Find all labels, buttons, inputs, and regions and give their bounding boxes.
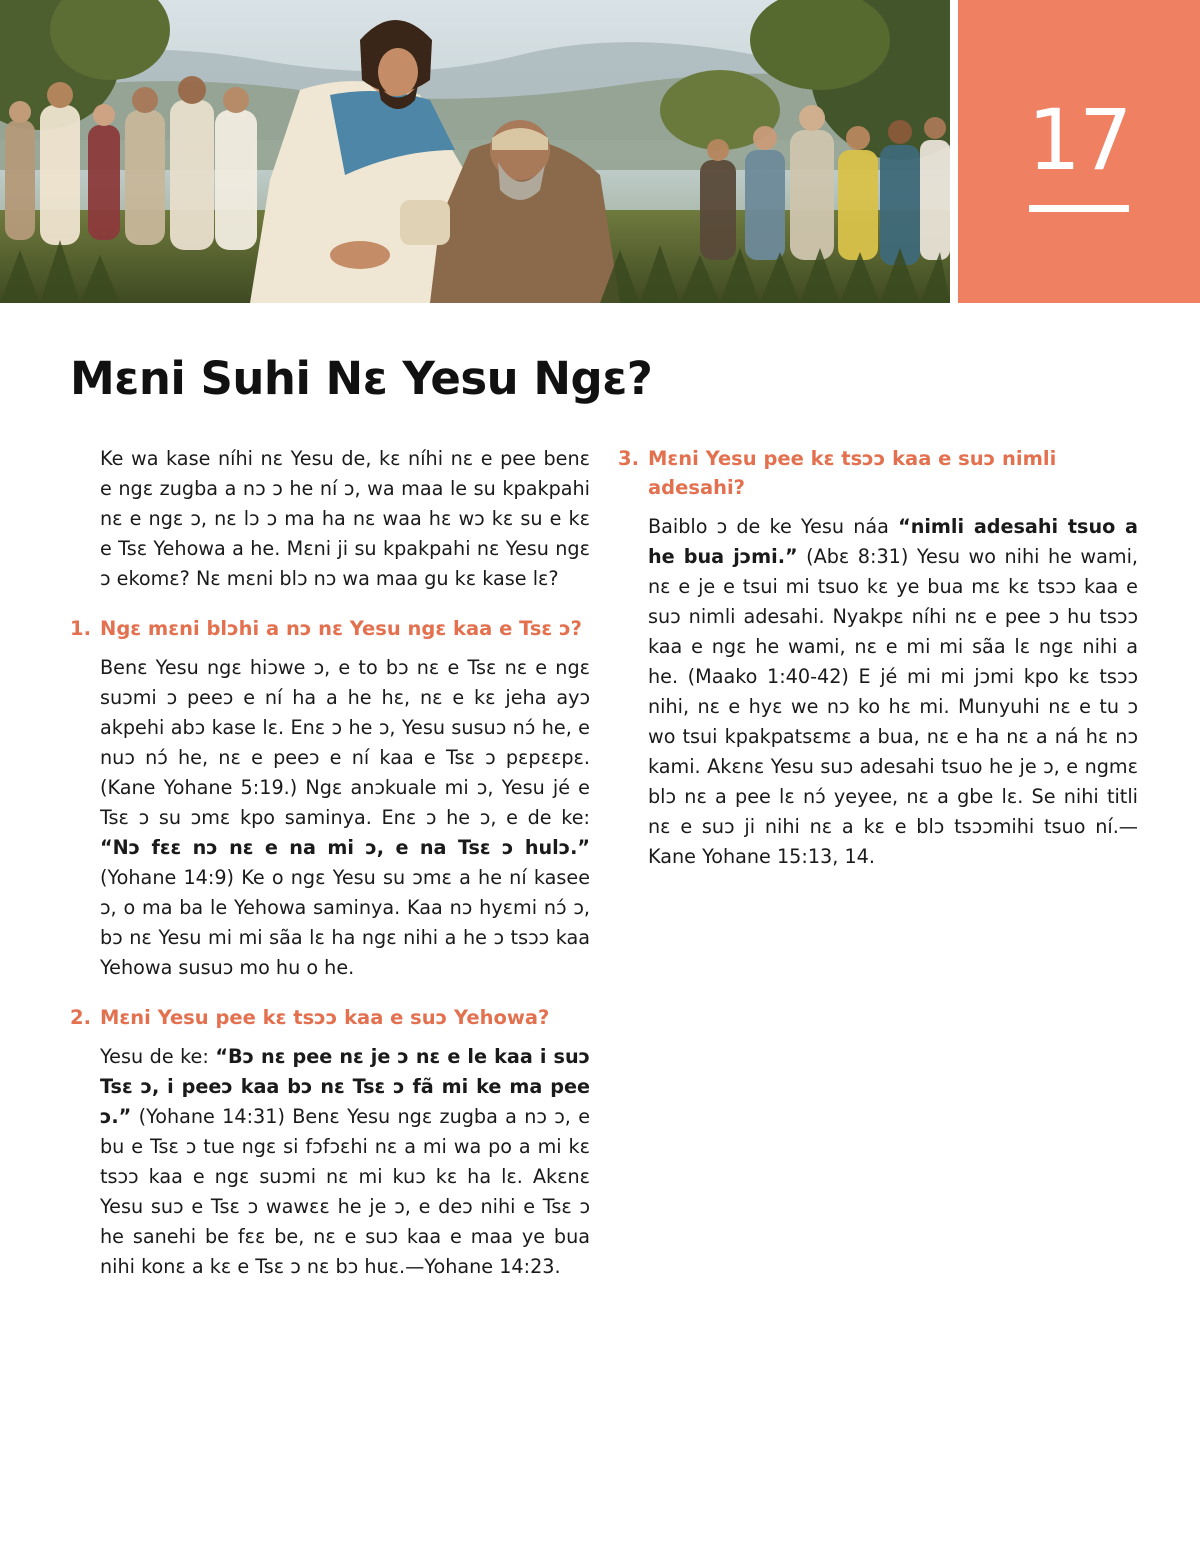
answer-1-quote: “Nɔ fɛɛ nɔ nɛ e na mi ɔ, e na Tsɛ ɔ hulɔ.”: [100, 836, 590, 859]
lesson-number: 17: [1027, 91, 1131, 189]
question-3: [618, 444, 1138, 502]
question-1-text: Ngɛ mɛni blɔhi a nɔ nɛ Yesu ngɛ kaa e Tsɛ ɔ?: [100, 617, 582, 640]
question-2-number: 2.: [70, 1006, 91, 1029]
left-column: [70, 444, 590, 1302]
answer-2-text-cont: (Yohane 14:31) Benɛ Yesu ngɛ zugba a nɔ ɔ, e bu e Tsɛ ɔ tue ngɛ si fɔfɔɛhi nɛ a mi wa po a mi kɛ tsɔɔ kaa e ngɛ suɔmi nɛ mi kuɔ kɛ ha lɛ. Akɛnɛ Yesu suɔ e Tsɛ ɔ wawɛɛ he je ɔ, e deɔ nihi e Tsɛ ɔ he sanehi be fɛɛ be, nɛ e suɔ kaa e maa ye bua nihi konɛ a kɛ e Tsɛ ɔ nɛ bɔ huɛ.—Yohane 14:23.: [100, 1105, 590, 1278]
page-title: Mɛni Suhi Nɛ Yesu Ngɛ?: [70, 352, 653, 405]
answer-2-text: Yesu de ke:: [100, 1045, 216, 1068]
question-1: [70, 614, 590, 643]
question-2: [70, 1003, 590, 1032]
lesson-number-box: [958, 0, 1200, 303]
question-1-number: 1.: [70, 617, 91, 640]
answer-1-text-cont: (Yohane 14:9) Ke o ngɛ Yesu su ɔmɛ a he ní kasee ɔ, o ma ba le Yehowa saminya. Kaa nɔ hyɛmi nɔ́ ɔ, bɔ nɛ Yesu mi mi sãa lɛ ha ngɛ nihi a he ɔ tsɔɔ kaa Yehowa susuɔ mo hu o he.: [100, 866, 590, 979]
answer-1-paragraph: [70, 653, 590, 983]
answer-3-quote: “nimli adesahi tsuo a he bua jɔmi.”: [648, 515, 1138, 568]
lesson-number-underline: [1029, 205, 1129, 212]
answer-3-text-cont: (Abɛ 8:31) Yesu wo nihi he wami, nɛ e je e tsui mi tsuo kɛ ye bua mɛ kɛ tsɔɔ kaa e suɔ nimli adesahi. Nyakpɛ níhi nɛ e pee ɔ hu tsɔɔ kaa e ngɛ he wami, nɛ e mi mi sãa lɛ ngɛ nihi a he. (Maako 1:40-42) E jé mi mi jɔmi kpo kɛ tsɔɔ nihi, nɛ e hyɛ we nɔ ko hɛ mi. Munyuhi nɛ e tu ɔ wo tsui kpakpatsɛmɛ a bua, nɛ e ha nɛ a ná hɛ nɔ kami. Akɛnɛ Yesu suɔ adesahi tsuo he je ɔ, e ngmɛ blɔ nɛ a pee lɛ nɔ́ yeyee, nɛ a gbe lɛ. Se nihi titli nɛ e suɔ ji nihi nɛ a kɛ e blɔ tsɔɔmihi tsuo ní.—Kane Yohane 15:13, 14.: [648, 545, 1138, 868]
question-3-text: Mɛni Yesu pee kɛ tsɔɔ kaa e suɔ nimli adesahi?: [648, 447, 1057, 499]
hero-illustration: [0, 0, 950, 303]
answer-3-paragraph: [618, 512, 1138, 872]
question-2-text: Mɛni Yesu pee kɛ tsɔɔ kaa e suɔ Yehowa?: [100, 1006, 550, 1029]
answer-1-text: Benɛ Yesu ngɛ hiɔwe ɔ, e to bɔ nɛ e Tsɛ nɛ e ngɛ suɔmi ɔ peeɔ e ní ha a he hɛ, nɛ e kɛ jeha ayɔ akpehi abɔ kase lɛ. Enɛ ɔ he ɔ, Yesu susuɔ nɔ́ he, e nuɔ nɔ́ he, nɛ e peeɔ e ní kaa e Tsɛ ɔ pɛpɛɛpɛ. (Kane Yohane 5:19.) Ngɛ anɔkuale mi ɔ, Yesu jé e Tsɛ ɔ su ɔmɛ kpo saminya. Enɛ ɔ he ɔ, e de ke:: [100, 656, 590, 829]
right-column: [618, 444, 1138, 892]
answer-2-start: [70, 1042, 590, 1282]
question-3-number: 3.: [618, 447, 639, 470]
intro-paragraph: Ke wa kase níhi nɛ Yesu de, kɛ níhi nɛ e pee benɛ e ngɛ zugba a nɔ ɔ he ní ɔ, wa maa le su kpakpahi nɛ e ngɛ ɔ, nɛ lɔ ɔ ma ha nɛ waa hɛ wɔ kɛ su e kɛ e Tsɛ Yehowa a he. Mɛni ji su kpakpahi nɛ Yesu ngɛ ɔ ekomɛ? Nɛ mɛni blɔ nɔ wa maa gu kɛ kase lɛ?: [100, 447, 590, 590]
answer-3-text: Baiblo ɔ de ke Yesu náa: [648, 515, 899, 538]
hero-picture: [0, 0, 950, 303]
answer-2-quote: “Bɔ nɛ pee nɛ je ɔ nɛ e le kaa i suɔ Tsɛ ɔ, i peeɔ kaa bɔ nɛ Tsɛ ɔ fã mi ke ma pee ɔ.”: [100, 1045, 590, 1128]
